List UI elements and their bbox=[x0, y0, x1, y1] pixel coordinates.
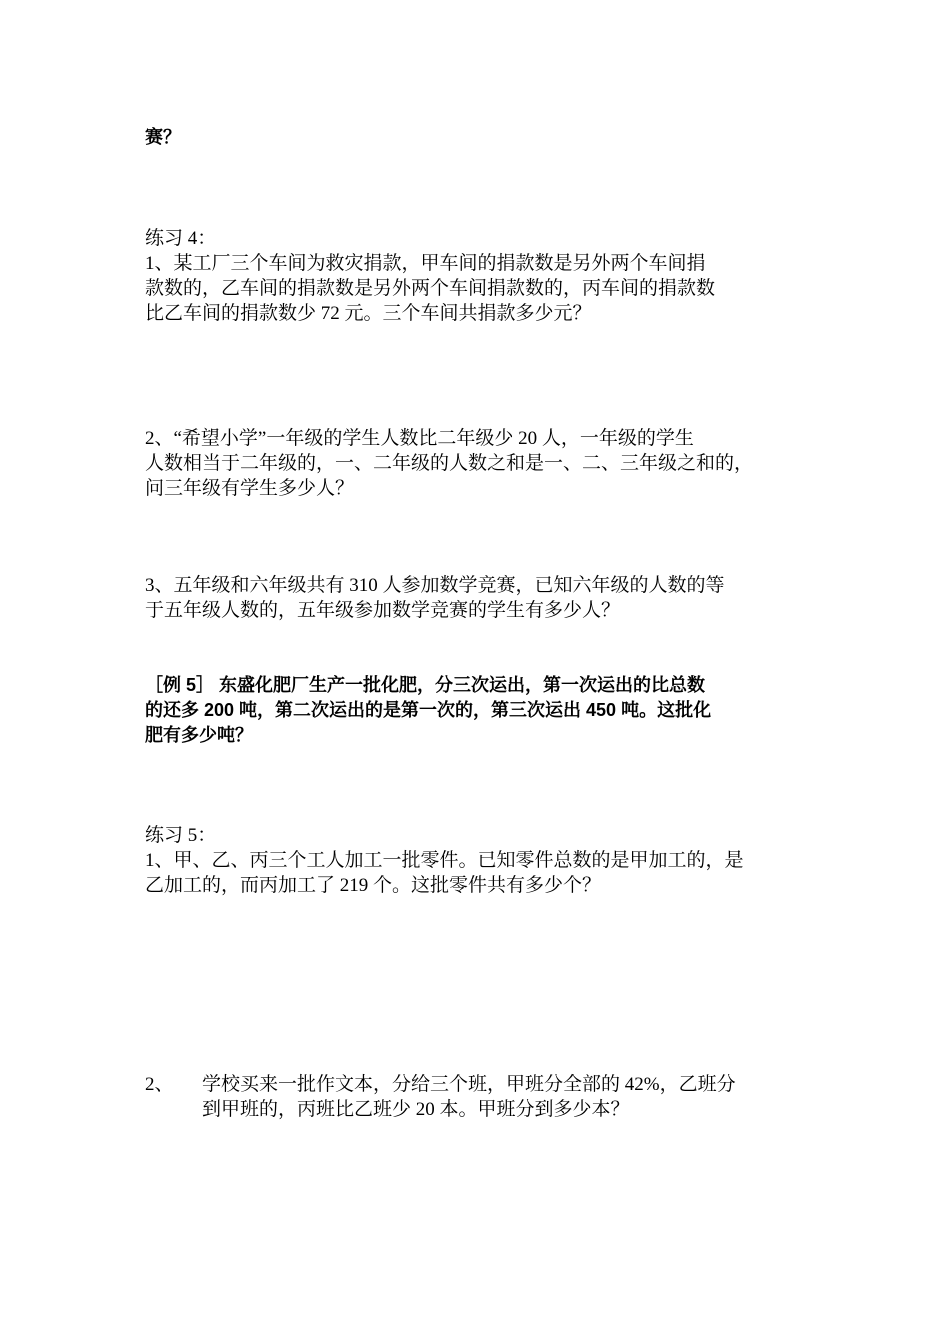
continued-fragment bbox=[145, 125, 820, 150]
practice-5-problem-1-line-2: 乙加工的，而丙加工了 219 个。这批零件共有多少个？ bbox=[145, 875, 602, 896]
practice-4-problem-2-line-3: 问三年级有学生多少人？ bbox=[145, 478, 355, 499]
practice-5-problem-2-number: 2、 bbox=[145, 1074, 174, 1095]
practice-4-problem-1-line-2: 款数的，乙车间的捐款数是另外两个车间捐款数的，丙车间的捐款数 bbox=[145, 278, 716, 299]
practice-5-problem-2-line-2: 到甲班的，丙班比乙班少 20 本。甲班分到多少本？ bbox=[202, 1099, 630, 1120]
practice-5-section bbox=[145, 823, 820, 898]
practice-5-problem-1-line-1: 1、甲、乙、丙三个工人加工一批零件。已知零件总数的是甲加工的，是 bbox=[145, 850, 744, 871]
example-5 bbox=[145, 673, 820, 748]
example-5-line-1: ［例 5］ 东盛化肥厂生产一批化肥，分三次运出，第一次运出的比总数 bbox=[145, 675, 706, 695]
fragment-line: 赛？ bbox=[145, 127, 181, 147]
practice-4-problem-2 bbox=[145, 426, 820, 501]
practice-4-problem-2-line-2: 人数相当于二年级的，一、二年级的人数之和是一、二、三年级之和的， bbox=[145, 453, 754, 474]
example-5-line-3: 肥有多少吨？ bbox=[145, 725, 253, 745]
practice-4-problem-3 bbox=[145, 573, 820, 623]
practice-4-problem-1-line-1: 1、某工厂三个车间为救灾捐款，甲车间的捐款数是另外两个车间捐 bbox=[145, 253, 706, 274]
example-5-line-2: 的还多 200 吨，第二次运出的是第一次的，第三次运出 450 吨。这批化 bbox=[145, 700, 712, 720]
practice-5-problem-2-line-1: 学校买来一批作文本，分给三个班，甲班分全部的 42%，乙班分 bbox=[202, 1074, 736, 1095]
practice-4-section bbox=[145, 226, 820, 326]
practice-5-heading: 练习 5： bbox=[145, 825, 217, 846]
practice-4-problem-1-line-3: 比乙车间的捐款数少 72 元。三个车间共捐款多少元？ bbox=[145, 303, 592, 324]
practice-4-heading: 练习 4： bbox=[145, 228, 217, 249]
practice-4-problem-2-line-1: 2、“希望小学”一年级的学生人数比二年级少 20 人，一年级的学生 bbox=[145, 428, 694, 449]
practice-4-problem-3-line-2: 于五年级人数的，五年级参加数学竞赛的学生有多少人？ bbox=[145, 600, 621, 621]
practice-4-problem-3-line-1: 3、五年级和六年级共有 310 人参加数学竞赛，已知六年级的人数的等 bbox=[145, 575, 725, 596]
practice-5-problem-2-text bbox=[202, 1072, 822, 1122]
